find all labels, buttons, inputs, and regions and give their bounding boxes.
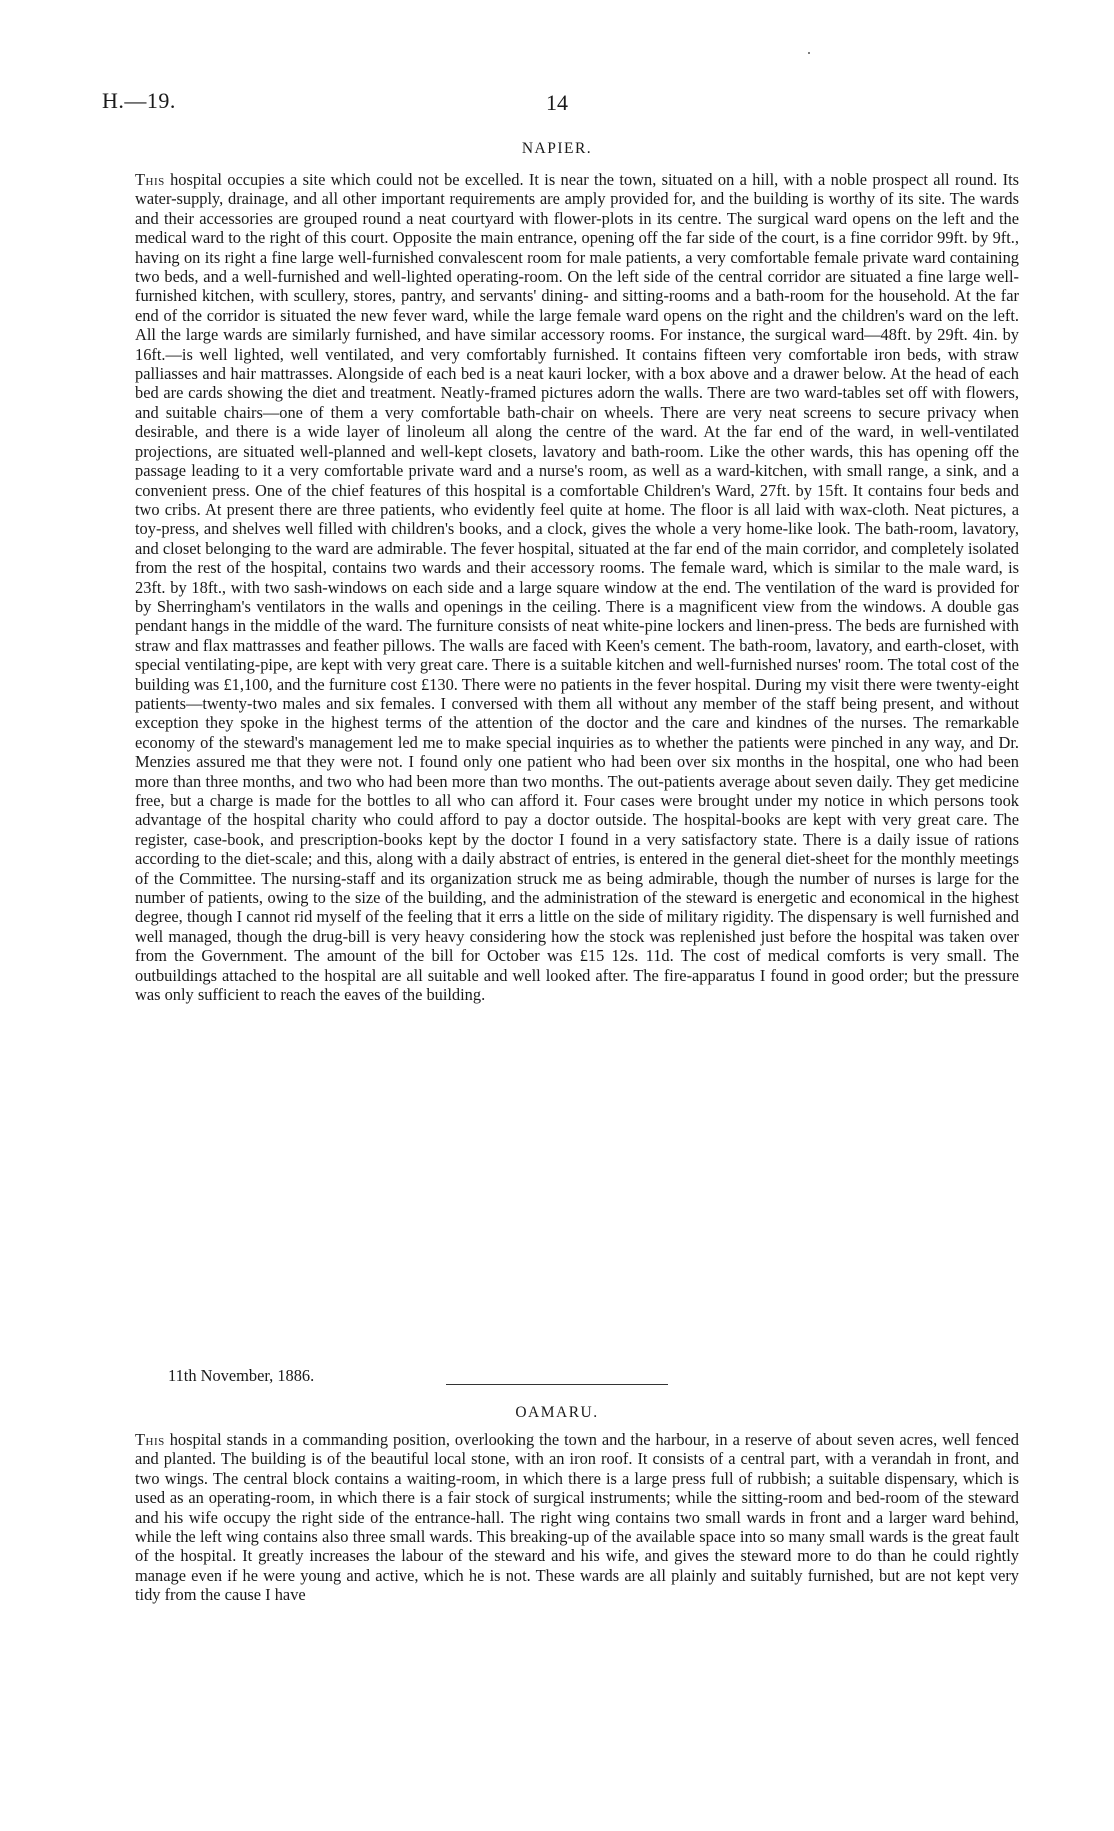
section-title-napier: NAPIER.: [521, 140, 593, 157]
lead-word: This: [135, 1430, 165, 1449]
section-body-oamaru: [135, 1430, 1019, 1605]
paragraph-text: hospital occupies a site which could not be excelled. It is near the town, situated on a hill, with a noble prospect all round. Its water-supply, drainage, and all other important requirements are amply provided for, and the building is worthy of its site. The wards and their accessories are grouped round a neat courtyard with flower-plots in its centre. The surgical ward opens on the left and the medical ward to the right of this court. Opposite the main entrance, opening off the far side of the court, is a fine corridor 99ft. by 9ft., having on its right a fine large well-furnished convalescent room for male patients, a very comfortable female private ward containing two beds, and a well-furnished and well-lighted operating-room. On the left side of the central corridor are situated a fine large well-furnished kitchen, with scullery, stores, pantry, and servants' dining- and sitting-rooms and a bath-room for the household. At the far end of the corridor is situated the new fever ward, while the large female ward opens on the right and the children's ward on the left. All the large wards are similarly furnished, and have similar accessory rooms. For instance, the surgical ward—48ft. by 29ft. 4in. by 16ft.—is well lighted, well ventilated, and very comfortably furnished. It contains fifteen very comfortable iron beds, with straw palliasses and hair mattrasses. Alongside of each bed is a neat kauri locker, with a box above and a drawer below. At the head of each bed are cards showing the diet and treatment. Neatly-framed pictures adorn the walls. There are two ward-tables set off with flowers, and suitable chairs—one of them a very comfortable bath-chair on wheels. There are very neat screens to secure privacy when desirable, and there is a wide layer of linoleum all along the centre of the ward. At the far end of the ward, in well-ventilated projections, are situated well-planned and well-kept closets, lavatory and bath-room. Like the other wards, this has opening off the passage leading to it a very comfortable private ward and a nurse's room, as well as a ward-kitchen, with small range, a sink, and a convenient press. One of the chief features of this hospital is a comfortable Children's Ward, 27ft. by 15ft. It contains four beds and two cribs. At present there are three patients, who evidently feel quite at home. The floor is all laid with wax-cloth. Neat pictures, a toy-press, and shelves well filled with children's books, and a clock, gives the whole a very home-like look. The bath-room, lavatory, and closet belonging to the ward are admirable. The fever hospital, situated at the far end of the main corridor, and completely isolated from the rest of the hospital, contains two wards and their accessory rooms. The female ward, which is similar to the male ward, is 23ft. by 18ft., with two sash-windows on each side and a large square window at the end. The ventilation of the ward is provided for by Sherringham's ventilators in the walls and openings in the ceiling. There is a magnificent view from the windows. A double gas pendant hangs in the middle of the ward. The furniture consists of neat white-pine lockers and linen-press. The beds are furnished with straw and flax mattrasses and feather pillows. The walls are faced with Keen's cement. The bath-room, lavatory, and earth-closet, with special ventilating-pipe, are kept with very great care. There is a suitable kitchen and well-furnished nurses' room. The total cost of the building was £1,100, and the furniture cost £130. There were no patients in the fever hospital. During my visit there were twenty-eight patients—twenty-two males and six females. I conversed with them all without any member of the staff being present, and without exception they spoke in the highest terms of the attention of the doctor and the care and kindnes of the nurses. The remarkable economy of the steward's management led me to make special inquiries as to whether the patients were pinched in any way, and Dr. Menzies assured me that they were not. I found only one patient who had been over six months in the hospital, one who had been more than three months, and two who had been more than two months. The out-patients average about seven daily. They get medicine free, but a charge is made for the bottles to all who can afford it. Four cases were brought under my notice in which persons took advantage of the hospital charity who could afford to pay a doctor outside. The hospital-books are kept with very great care. The register, case-book, and prescription-books kept by the doctor I found in a very satisfactory state. There is a daily issue of rations according to the diet-scale; and this, along with a daily abstract of entries, is entered in the general diet-sheet for the monthly meetings of the Committee. The nursing-staff and its organization struck me as being admirable, though the number of nurses is large for the number of patients, owing to the size of the building, and the administration of the steward is energetic and economical in the highest degree, though I cannot rid myself of the feeling that it errs a little on the side of military rigidity. The dispensary is well furnished and well managed, though the drug-bill is very heavy considering how the stock was replenished just before the hospital was taken over from the Government. The amount of the bill for October was £15 12s. 11d. The cost of medical comforts is very small. The outbuildings attached to the hospital are all suitable and well looked after. The fire-apparatus I found in good order; but the pressure was only sufficient to reach the eaves of the building.: [135, 170, 1019, 1005]
report-date: 11th November, 1886.: [168, 1366, 315, 1385]
page-number: 14: [546, 90, 568, 115]
page-mark: [808, 52, 810, 54]
paragraph-text: hospital stands in a commanding position, overlooking the town and the harbour, in a reserve of about seven acres, well fenced and planted. The building is of the beautiful local stone, with an iron roof. It consists of a central part, with a verandah in front, and two wings. The central block contains a waiting-room, in which there is a large press full of rubbish; a suitable dispensary, which is used as an operating-room, in which there is a fair stock of surgical instruments; while the sitting-room and bed-room of the steward and his wife occupy the right side of the entrance-hall. The right wing contains two small wards in front and a larger ward behind, while the left wing contains also three small wards. This breaking-up of the available space into so many small wards is the great fault of the hospital. It greatly increases the labour of the steward and his wife, and gives the steward more to do than he could rightly manage even if he were young and active, which he is not. These wards are all plainly and suitably furnished, but are not kept very tidy from the cause I have: [135, 1430, 1019, 1605]
section-body-napier: [135, 170, 1019, 1004]
section-title-oamaru: OAMARU.: [515, 1404, 599, 1421]
section-divider: [446, 1384, 668, 1385]
document-reference: H.—19.: [102, 88, 176, 113]
lead-word: This: [135, 170, 165, 189]
